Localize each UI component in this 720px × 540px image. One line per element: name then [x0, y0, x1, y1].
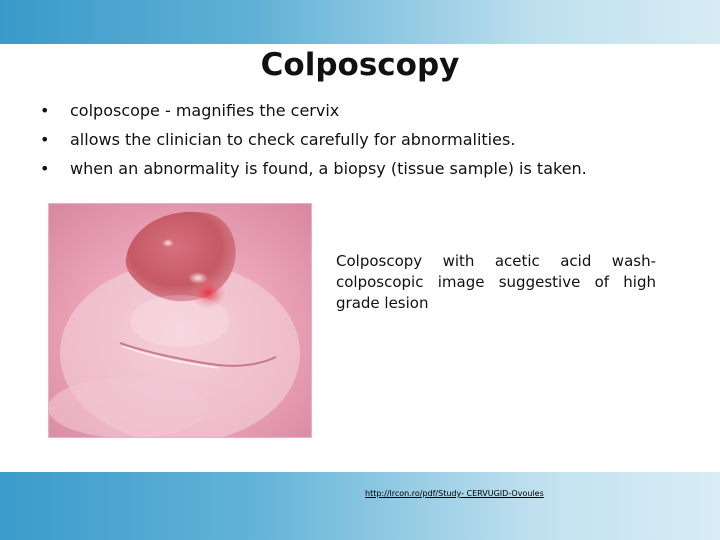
- image-caption: Colposcopy with acetic acid wash- colposcopic image suggestive of high grade lesion: [336, 252, 656, 312]
- bullet-item: • when an abnormality is found, a biopsy (tissue sample) is taken.: [40, 154, 700, 183]
- top-decorative-band: [0, 0, 720, 44]
- colposcopy-image-drawing: [48, 203, 312, 438]
- bullet-item: • allows the clinician to check carefully for abnormalities.: [40, 125, 700, 154]
- bottom-decorative-band: [0, 472, 720, 540]
- colposcopy-image: [48, 203, 312, 438]
- bullet-list: [40, 96, 700, 183]
- slide-title: Colposcopy: [260, 47, 460, 83]
- bullet-item: • colposcope - magnifies the cervix: [40, 96, 700, 125]
- source-link[interactable]: http://lrcon.ro/pdf/Study- CERVUGID-Ovoules: [365, 489, 544, 498]
